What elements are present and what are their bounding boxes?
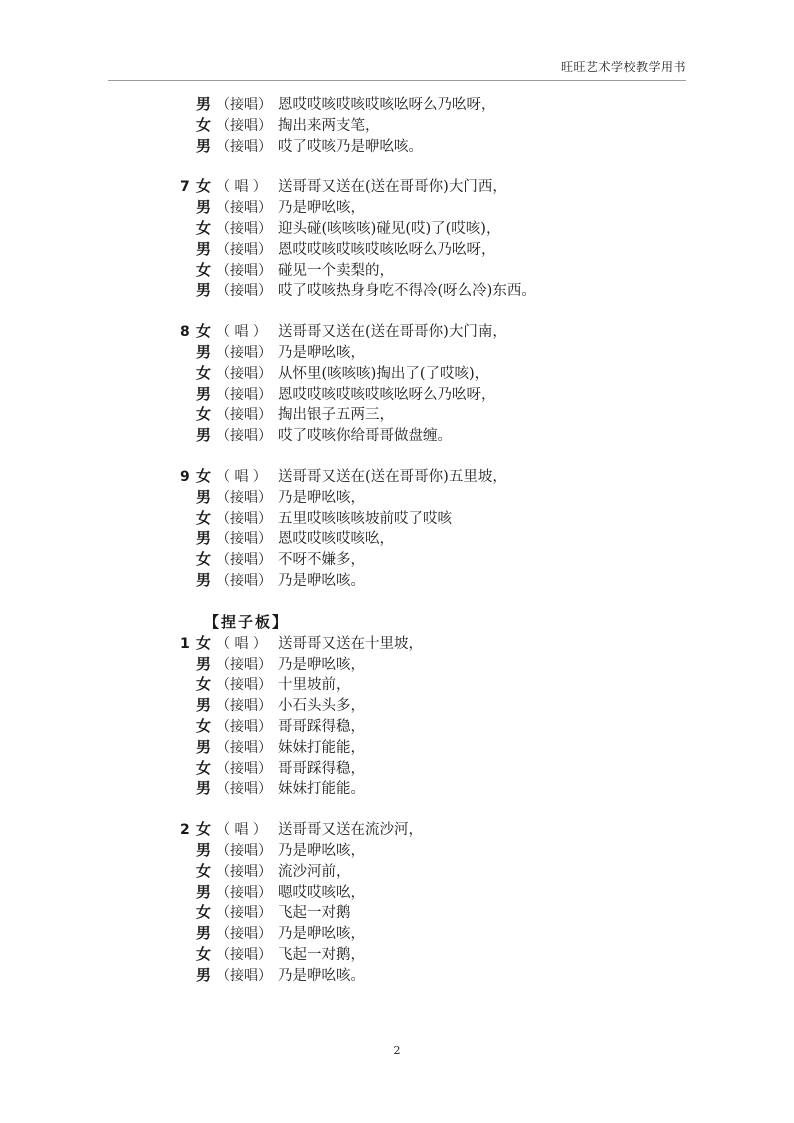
- lyric-line: [180, 633, 700, 654]
- singing-mode: （接唱）: [216, 344, 272, 361]
- lyric-text: 掏出来两支笔，: [278, 117, 380, 134]
- lyric-line: [180, 218, 700, 239]
- header-divider: [108, 80, 686, 81]
- lyric-line: [180, 923, 700, 944]
- singing-mode: （接唱）: [216, 407, 272, 424]
- lyric-text: 掏出银子五两三，: [278, 407, 394, 424]
- lyric-text: 乃是咿吆咳。: [278, 572, 365, 589]
- singer-role: 男: [196, 384, 212, 403]
- lyric-text: 恩哎哎咳哎咳哎咳吆呀么乃吆呀，: [278, 241, 496, 258]
- lyric-text: 乃是咿吆咳，: [278, 926, 365, 943]
- verse-number: 7: [180, 179, 190, 196]
- singing-mode: （接唱）: [216, 842, 272, 859]
- singing-mode: （接唱）: [216, 905, 272, 922]
- lyric-text: 恩哎哎咳哎咳哎咳吆呀么乃吆呀，: [278, 97, 496, 113]
- lyric-text: 乃是咿吆咳，: [278, 656, 365, 673]
- lyric-text: 飞起一对鹅，: [278, 946, 365, 963]
- singer-role: 女: [196, 322, 212, 341]
- lyric-text: 妹妹打能能，: [278, 739, 365, 756]
- singer-role: 女: [196, 903, 212, 922]
- singing-mode: （接唱）: [216, 967, 272, 984]
- singer-role: 女: [196, 466, 212, 485]
- verse-block: [180, 466, 700, 591]
- lyric-line: [180, 487, 700, 508]
- singer-role: 女: [196, 218, 212, 237]
- verse-block: [180, 321, 700, 446]
- lyric-line: [180, 819, 700, 840]
- singing-mode: （接唱）: [216, 220, 272, 237]
- lyric-text: 不呀不嫌多，: [278, 552, 365, 569]
- singing-mode: （接唱）: [216, 926, 272, 943]
- lyric-text: 从怀里(咳咳咳)掏出了(了哎咳)，: [278, 365, 490, 382]
- singer-role: 男: [196, 136, 212, 155]
- singer-role: 男: [196, 882, 212, 901]
- verse-number: 9: [180, 468, 190, 485]
- singer-role: 男: [196, 198, 212, 217]
- verse-number: 1: [180, 635, 190, 652]
- lyric-text: 恩哎哎咳哎咳哎咳吆呀么乃吆呀，: [278, 386, 496, 403]
- singer-role: 男: [196, 426, 212, 445]
- lyric-text: 飞起一对鹅: [278, 905, 351, 922]
- lyric-line: [180, 528, 700, 549]
- singing-mode: （接唱）: [216, 283, 272, 300]
- lyric-text: 乃是咿吆咳，: [278, 200, 365, 217]
- singer-role: 男: [196, 239, 212, 258]
- lyric-line: [180, 737, 700, 758]
- lyric-line: [180, 197, 700, 218]
- lyric-line: [180, 695, 700, 716]
- singer-role: 女: [196, 820, 212, 839]
- singer-role: 男: [196, 281, 212, 300]
- lyric-line: [180, 321, 700, 342]
- lyric-text: 乃是咿吆咳，: [278, 489, 365, 506]
- lyric-line: [180, 508, 700, 529]
- section-title: 【捏子板】: [204, 612, 290, 631]
- lyric-text: 迎头碰(咳咳咳)碰见(哎)了(哎咳)，: [278, 220, 501, 237]
- singing-mode: （接唱）: [216, 781, 272, 798]
- singing-mode: （接唱）: [216, 760, 272, 777]
- singing-mode: （接唱）: [216, 117, 272, 134]
- singer-role: 男: [196, 696, 212, 715]
- singer-role: 女: [196, 260, 212, 279]
- singing-mode: （接唱）: [216, 739, 272, 756]
- singer-role: 女: [196, 633, 212, 652]
- lyric-text: 送哥哥又送在(送在哥哥你)大门西，: [278, 179, 507, 196]
- singer-role: 女: [196, 861, 212, 880]
- singer-role: 女: [196, 716, 212, 735]
- verse-block: [180, 176, 700, 301]
- lyric-text: 恩哎哎咳哎咳吆，: [278, 531, 394, 548]
- singer-role: 女: [196, 363, 212, 382]
- singing-mode: （接唱）: [216, 677, 272, 694]
- lyric-line: [180, 840, 700, 861]
- lyric-line: [180, 716, 700, 737]
- lyric-line: [180, 260, 700, 281]
- lyric-line: [180, 778, 700, 799]
- lyric-line: [180, 280, 700, 301]
- lyric-line: [180, 882, 700, 903]
- singing-mode: （接唱）: [216, 262, 272, 279]
- lyric-text: 哎了哎咳乃是咿吆咳。: [278, 138, 423, 155]
- singer-role: 女: [196, 758, 212, 777]
- lyric-line: [180, 115, 700, 136]
- singing-mode: （接唱）: [216, 428, 272, 445]
- verse-block: [180, 611, 700, 799]
- lyric-text: 送哥哥又送在(送在哥哥你)五里坡，: [278, 468, 507, 485]
- singing-mode: （接唱）: [216, 572, 272, 589]
- lyric-text: 送哥哥又送在十里坡，: [278, 635, 423, 652]
- page-number: 2: [393, 1044, 401, 1057]
- singing-mode: （ 唱 ）: [216, 822, 267, 839]
- singer-role: 女: [196, 405, 212, 424]
- lyric-line: [180, 466, 700, 487]
- singer-role: 男: [196, 737, 212, 756]
- lyric-line: [180, 404, 700, 425]
- lyric-line: [180, 944, 700, 965]
- singing-mode: （接唱）: [216, 718, 272, 735]
- lyric-line: [180, 94, 700, 115]
- lyric-text: 十里坡前，: [278, 677, 351, 694]
- singing-mode: （接唱）: [216, 946, 272, 963]
- singer-role: 男: [196, 779, 212, 798]
- lyric-text: 哎了哎咳你给哥哥做盘缠。: [278, 428, 452, 445]
- singing-mode: （ 唱 ）: [216, 179, 267, 196]
- singer-role: 女: [196, 115, 212, 134]
- singer-role: 女: [196, 177, 212, 196]
- lyric-text: 哥哥踩得稳，: [278, 718, 365, 735]
- lyric-text: 五里哎咳咳咳坡前哎了哎咳: [278, 510, 452, 527]
- lyric-line: [180, 363, 700, 384]
- singing-mode: （接唱）: [216, 200, 272, 217]
- lyric-text: 妹妹打能能。: [278, 781, 365, 798]
- singer-role: 男: [196, 95, 212, 113]
- lyric-line: [180, 342, 700, 363]
- lyric-line: [180, 239, 700, 260]
- singer-role: 男: [196, 529, 212, 548]
- singer-role: 男: [196, 924, 212, 943]
- page-header-title: 旺旺艺术学校教学用书: [560, 60, 686, 74]
- singer-role: 女: [196, 550, 212, 569]
- singing-mode: （接唱）: [216, 698, 272, 715]
- lyric-line: [180, 425, 700, 446]
- singing-mode: （接唱）: [216, 489, 272, 506]
- singer-role: 男: [196, 342, 212, 361]
- singing-mode: （接唱）: [216, 241, 272, 258]
- lyric-line: [180, 965, 700, 986]
- lyric-text: 送哥哥又送在(送在哥哥你)大门南，: [278, 324, 507, 341]
- lyric-text: 哎了哎咳热身身吃不得冷(呀么冷)东西。: [278, 283, 536, 300]
- lyric-text: 嗯哎哎咳吆，: [278, 884, 365, 901]
- lyrics-content: [180, 94, 700, 1005]
- lyric-line: [180, 549, 700, 570]
- lyric-line: [180, 861, 700, 882]
- lyric-text: 乃是咿吆咳，: [278, 344, 365, 361]
- verse-number: 2: [180, 822, 190, 839]
- singing-mode: （接唱）: [216, 365, 272, 382]
- verse-number: 8: [180, 324, 190, 341]
- singing-mode: （接唱）: [216, 97, 272, 113]
- singing-mode: （接唱）: [216, 531, 272, 548]
- singer-role: 男: [196, 570, 212, 589]
- lyric-line: [180, 136, 700, 157]
- singer-role: 女: [196, 944, 212, 963]
- lyric-text: 送哥哥又送在流沙河，: [278, 822, 423, 839]
- lyric-line: [180, 654, 700, 675]
- singing-mode: （接唱）: [216, 656, 272, 673]
- lyric-line: [180, 758, 700, 779]
- singing-mode: （接唱）: [216, 884, 272, 901]
- lyric-text: 小石头头多，: [278, 698, 365, 715]
- singing-mode: （ 唱 ）: [216, 324, 267, 341]
- singer-role: 女: [196, 508, 212, 527]
- lyric-text: 哥哥踩得稳，: [278, 760, 365, 777]
- lyric-text: 流沙河前，: [278, 863, 351, 880]
- lyric-text: 乃是咿吆咳。: [278, 967, 365, 984]
- lyric-line: [180, 384, 700, 405]
- singing-mode: （ 唱 ）: [216, 468, 267, 485]
- lyric-line: [180, 570, 700, 591]
- singer-role: 男: [196, 487, 212, 506]
- singing-mode: （接唱）: [216, 138, 272, 155]
- lyric-line: [180, 674, 700, 695]
- singing-mode: （ 唱 ）: [216, 635, 267, 652]
- singing-mode: （接唱）: [216, 863, 272, 880]
- singing-mode: （接唱）: [216, 552, 272, 569]
- lyric-line: [180, 176, 700, 197]
- singer-role: 男: [196, 840, 212, 859]
- lyric-line: [180, 902, 700, 923]
- lyric-text: 碰见一个卖梨的，: [278, 262, 394, 279]
- singer-role: 男: [196, 965, 212, 984]
- verse-block: [180, 94, 700, 156]
- singer-role: 男: [196, 654, 212, 673]
- singing-mode: （接唱）: [216, 386, 272, 403]
- singing-mode: （接唱）: [216, 510, 272, 527]
- lyric-text: 乃是咿吆咳，: [278, 842, 365, 859]
- verse-block: [180, 819, 700, 985]
- singer-role: 女: [196, 675, 212, 694]
